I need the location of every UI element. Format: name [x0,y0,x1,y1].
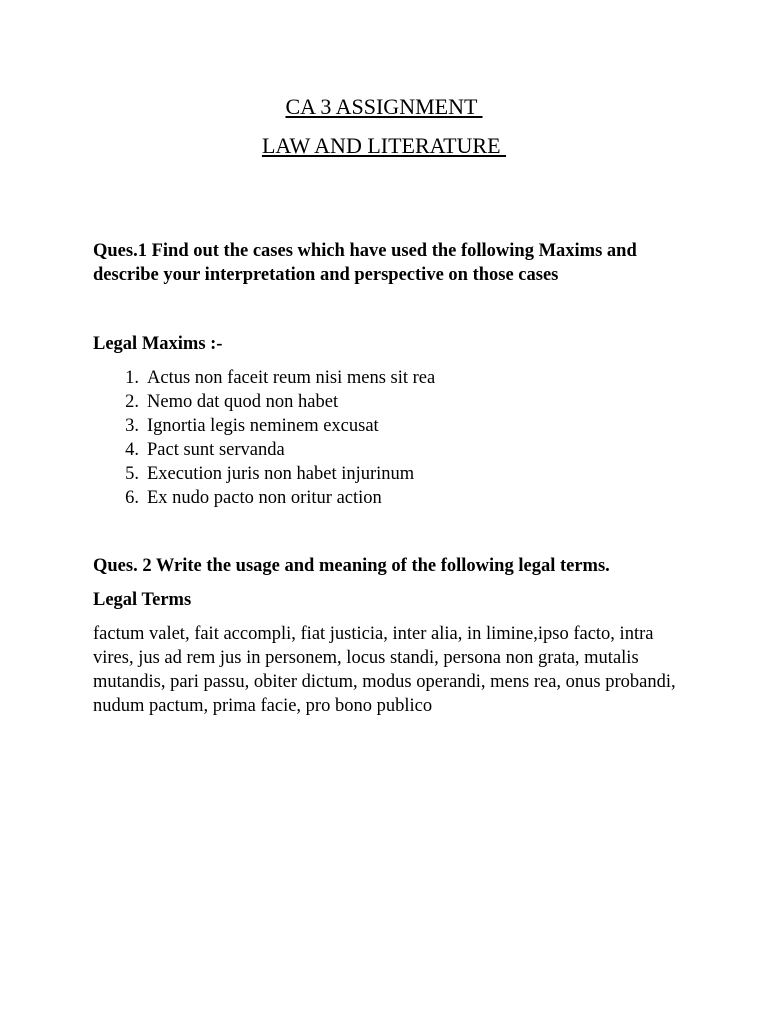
list-number: 1. [125,368,139,388]
list-number: 4. [125,440,139,460]
list-item-text: Pact sunt servanda [147,440,285,460]
list-item-text: Ex nudo pacto non oritur action [147,488,382,508]
list-item [93,390,693,414]
list-number: 6. [125,488,139,508]
question-1: Ques.1 Find out the cases which have used the following Maxims and describe your interpretation and perspective on those cases [93,241,637,285]
question-2: Ques. 2 Write the usage and meaning of the following legal terms. [93,556,610,576]
list-item [93,438,693,462]
list-item [93,366,693,390]
list-item [93,414,693,438]
list-item-text: Ignortia legis neminem excusat [147,416,379,436]
list-item-text: Execution juris non habet injurinum [147,464,415,484]
maxims-heading: Legal Maxims :- [93,334,223,354]
list-item-text: Nemo dat quod non habet [147,392,339,412]
list-item-text: Actus non faceit reum nisi mens sit rea [147,368,436,388]
list-number: 2. [125,392,139,412]
list-number: 5. [125,464,139,484]
document-subtitle: LAW AND LITERATURE [261,133,507,158]
list-item [93,486,693,510]
terms-heading: Legal Terms [93,590,192,610]
document-title: CA 3 ASSIGNMENT [285,94,483,119]
maxims-list [93,366,693,510]
list-number: 3. [125,416,139,436]
legal-terms-paragraph: factum valet, fait accompli, fiat justicia, inter alia, in limine,ipso facto, intra vires, jus ad rem jus in personem, locus standi, persona non grata, mutalis mutandis, pari passu, obiter dictum, modus operandi, mens rea, onus probandi, nudum pactum, prima facie, pro bono publico [93,624,676,716]
list-item [93,462,693,486]
